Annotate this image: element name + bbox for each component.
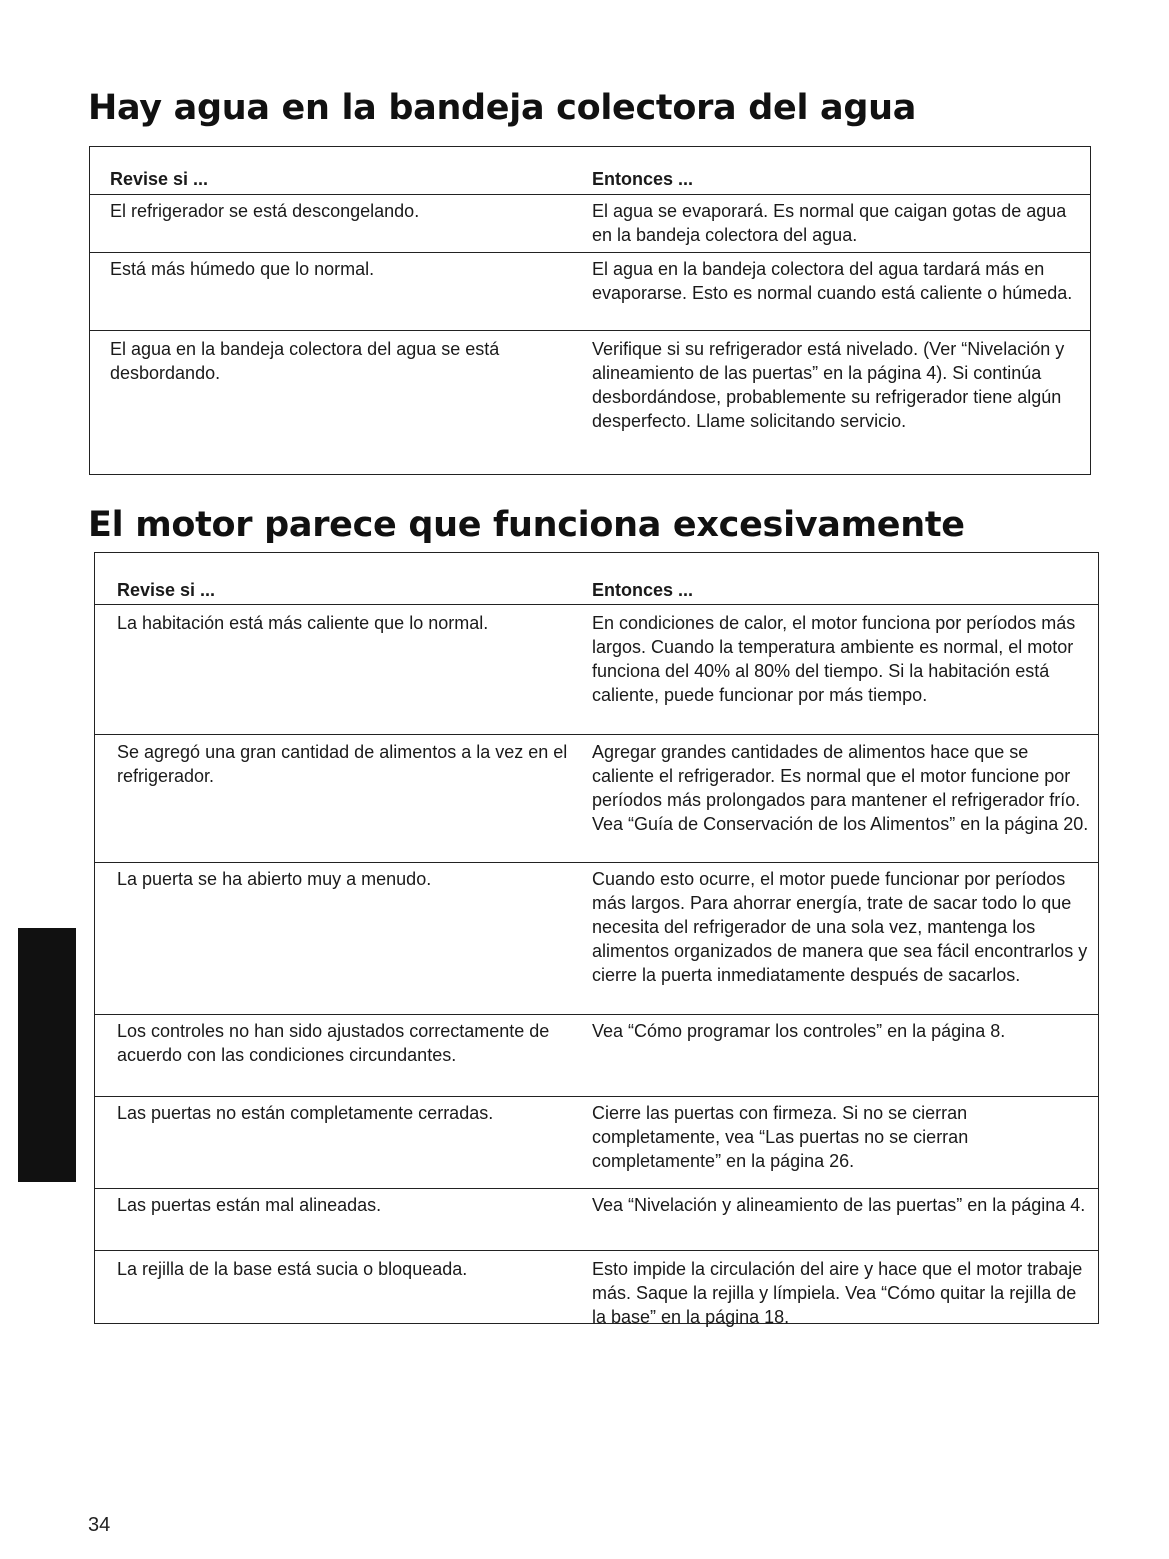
cause-cell: La rejilla de la base está sucia o bloqueada. [117, 1259, 468, 1279]
table-row [95, 1097, 1098, 1189]
cause-cell: Las puertas no están completamente cerradas. [117, 1103, 494, 1123]
solution-cell: El agua se evaporará. Es normal que caigan gotas de agua en la bandeja colectora del agua. [592, 201, 1067, 245]
cause-cell: Los controles no han sido ajustados correctamente de acuerdo con las condiciones circundantes. [117, 1021, 550, 1065]
table-row [95, 1251, 1098, 1327]
solution-cell: Vea “Nivelación y alineamiento de las puertas” en la página 4. [592, 1195, 1086, 1215]
table-row [95, 1015, 1098, 1097]
section-title-water-tray: Hay agua en la bandeja colectora del agua [88, 88, 917, 128]
cause-cell: La puerta se ha abierto muy a menudo. [117, 869, 432, 889]
cause-cell: El agua en la bandeja colectora del agua se está desbordando. [110, 339, 500, 383]
column-header-check: Revise si ... [117, 580, 216, 600]
troubleshooting-table-water-tray [89, 146, 1091, 475]
cause-cell: El refrigerador se está descongelando. [110, 201, 420, 221]
table-row [95, 863, 1098, 1015]
cause-cell: Está más húmedo que lo normal. [110, 259, 375, 279]
solution-cell: En condiciones de calor, el motor funciona por períodos más largos. Cuando la temperatura ambiente es normal, el motor funciona del 40% al 80% del tiempo. Si la habitación está caliente, puede funcionar por más tiempo. [592, 613, 1076, 705]
table-row [95, 605, 1098, 735]
table-row [95, 735, 1098, 863]
solution-cell: Vea “Cómo programar los controles” en la página 8. [592, 1021, 1006, 1041]
solution-cell: El agua en la bandeja colectora del agua tardará más en evaporarse. Esto es normal cuando está caliente o húmeda. [592, 259, 1073, 303]
cause-cell: Se agregó una gran cantidad de alimentos a la vez en el refrigerador. [117, 742, 568, 786]
column-header-then: Entonces ... [592, 169, 694, 189]
column-header-then: Entonces ... [592, 580, 694, 600]
table-row [90, 253, 1090, 331]
solution-cell: Cuando esto ocurre, el motor puede funcionar por períodos más largos. Para ahorrar energía, trate de sacar todo lo que necesita del refrigerador de una sola vez, mantenga los alimentos organizados de manera que sea fácil encontrarlos y cierre la puerta inmediatamente después de sacarlos. [592, 869, 1088, 985]
cause-cell: La habitación está más caliente que lo normal. [117, 613, 489, 633]
table-header-row [95, 553, 1098, 605]
section-title-motor: El motor parece que funciona excesivamente [88, 505, 965, 545]
solution-cell: Esto impide la circulación del aire y hace que el motor trabaje más. Saque la rejilla y límpiela. Vea “Cómo quitar la rejilla de la base” en la página 18. [592, 1259, 1083, 1327]
solution-cell: Agregar grandes cantidades de alimentos hace que se caliente el refrigerador. Es normal que el motor funcione por períodos más prolongados para mantener el refrigerador frío. Vea “Guía de Conservación de los Alimentos” en la página 20. [592, 742, 1089, 834]
column-header-check: Revise si ... [110, 169, 209, 189]
section-thumb-tab [18, 928, 76, 1182]
table-header-row [90, 147, 1090, 195]
page-number: 34 [88, 1514, 111, 1536]
table-row [90, 331, 1090, 476]
solution-cell: Cierre las puertas con firmeza. Si no se cierran completamente, vea “Las puertas no se cierran completamente” en la página 26. [592, 1103, 969, 1171]
cause-cell: Las puertas están mal alineadas. [117, 1195, 382, 1215]
solution-cell: Verifique si su refrigerador está nivelado. (Ver “Nivelación y alineamiento de las puertas” en la página 4). Si continúa desbordándose, probablemente su refrigerador tiene algún desperfecto. Llame solicitando servicio. [592, 339, 1065, 431]
troubleshooting-table-motor [94, 552, 1099, 1327]
table-row [95, 1189, 1098, 1251]
table-row [90, 195, 1090, 253]
